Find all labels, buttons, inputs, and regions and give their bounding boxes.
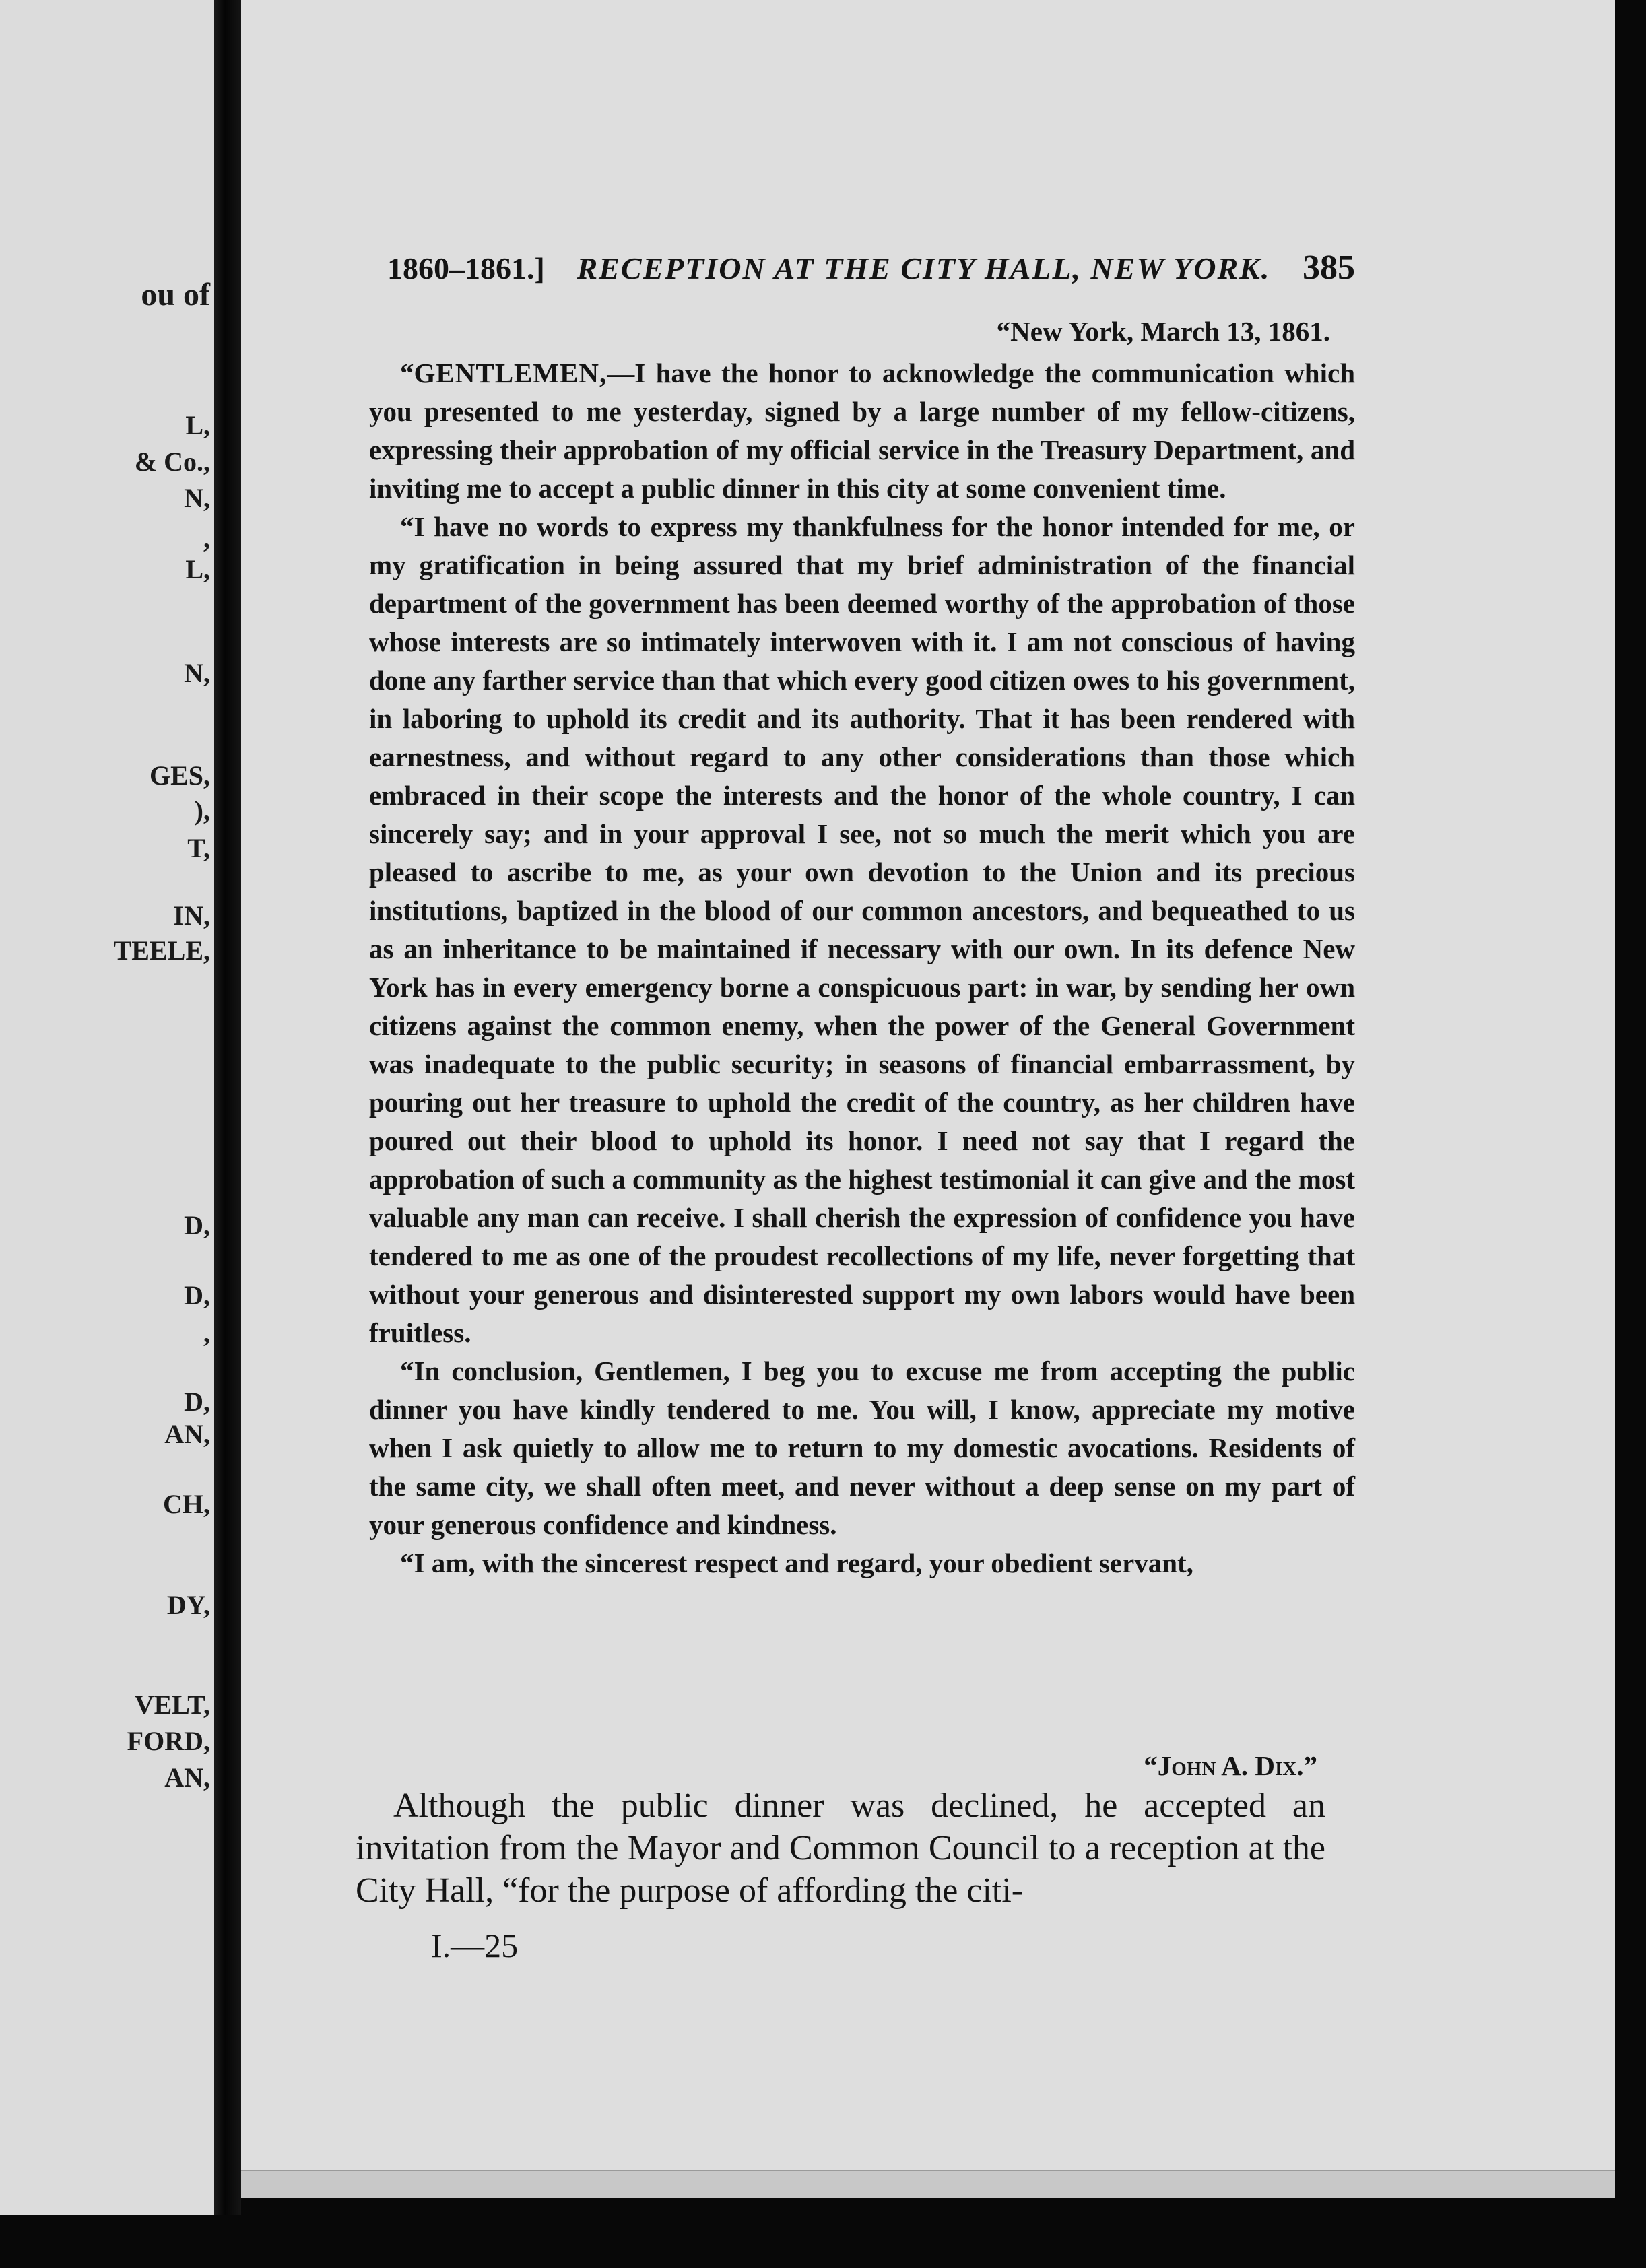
left-page-text-fragment: VELT,	[134, 1690, 210, 1720]
letter-dateline: “New York, March 13, 1861.	[996, 316, 1330, 347]
left-page-text-fragment: ,	[203, 1318, 210, 1348]
left-page-text-fragment: D,	[184, 1280, 210, 1310]
left-page-text-fragment: CH,	[163, 1489, 210, 1519]
running-head-title: RECEPTION AT THE CITY HALL, NEW YORK.	[577, 251, 1271, 286]
left-page-text-fragment: AN,	[164, 1419, 210, 1449]
left-page-text-fragment: ),	[194, 795, 210, 826]
letter-body	[369, 354, 1355, 1582]
page-number: 385	[1303, 248, 1355, 287]
narrative-text	[356, 1785, 1325, 1912]
left-page-text-fragment: & Co.,	[134, 446, 210, 477]
left-page-text-fragment: ou of	[141, 277, 210, 312]
signature-mark: I.—25	[431, 1927, 519, 1964]
letter-closing: “I am, with the sincerest respect and regard, your obedient servant,	[400, 1547, 1193, 1578]
letter-paragraph-2: “I have no words to express my thankfulness for the honor intended for me, or my gratification in being assured that my brief administration of the financial department of the government has been deemed worthy of the approbation of those whose interests are so intimately interwoven with it. I am not conscious of having done any farther service than that which every good citizen owes to his government, in laboring to uphold its credit and its authority. That it has been rendered with earnestness, and without regard to any other considerations than those which embraced in their scope the interests and the honor of the whole country, I can sincerely say; and in your approval I see, not so much the merit which you are pleased to ascribe to me, as your own devotion to the Union and its precious institutions, baptized in the blood of our common ancestors, and bequeathed to us as an inheritance to be maintained if necessary with our own. In its defence New York has in every emergency borne a conspicuous part: in war, by sending her own citizens against the common enemy, when the power of the General Government was inadequate to the public security; in seasons of financial embarrassment, by pouring out her treasure to uphold the credit of the country, as her children have poured out their blood to uphold its honor. I need not say that I regard the approbation of such a community as the highest testimonial it can give and the most valuable any man can receive. I shall cherish the expression of confidence you have tendered to me as one of the proudest recollections of my life, never forgetting that without your generous and disinterested support my own labors would have been fruitless.	[369, 511, 1355, 1348]
letter-salutation: GENTLEMEN,	[414, 358, 607, 389]
letter-paragraph-1: “GENTLEMEN,—I have the honor to acknowledge the communication which you presented to me yesterday, signed by a large number of my fellow-citizens, expressing their approbation of my official service in the Treasury Department, and inviting me to accept a public dinner in this city at some convenient time.	[369, 358, 1355, 504]
left-page-text-fragment: FORD,	[127, 1726, 210, 1756]
left-page-text-fragment: N,	[184, 658, 210, 688]
narrative-paragraph: Although the public dinner was declined, he accepted an invitation from the Mayor and Common Council to a reception at the City Hall, “for the purpose of affording the citi-	[356, 1787, 1325, 1910]
left-page-text-fragment: D,	[184, 1210, 210, 1240]
book-gutter	[214, 0, 241, 2215]
left-page-text-fragment: ,	[203, 523, 210, 554]
left-page-text-fragment: AN,	[164, 1762, 210, 1793]
running-head	[387, 248, 1355, 288]
left-page-text-fragment: DY,	[166, 1590, 210, 1620]
running-head-years: 1860–1861.]	[387, 251, 545, 286]
letter-paragraph-3: “In conclusion, Gentlemen, I beg you to excuse me from accepting the public dinner you have kindly tendered to me. You will, I know, appreciate my motive when I ask quietly to allow me to return to my domestic avocations. Residents of the same city, we shall often meet, and never without a deep sense on my part of your generous confidence and kindness.	[369, 1356, 1355, 1540]
left-page-text-fragment: TEELE,	[113, 935, 210, 966]
left-page-text-fragment: IN,	[173, 900, 210, 931]
left-page-text-fragment: D,	[184, 1387, 210, 1417]
left-page-text-fragment: GES,	[149, 760, 210, 791]
left-page-text-fragment: T,	[187, 833, 210, 863]
left-page-text-fragment: L,	[185, 410, 210, 440]
left-page-fragment	[0, 0, 214, 2215]
left-page-text-fragment: L,	[185, 554, 210, 585]
page-bottom-edge	[241, 2170, 1615, 2198]
left-page-text-fragment: N,	[184, 483, 210, 513]
letter-paragraph-1-text: —I have the honor to acknowledge the communication which you presented to me yesterday, signed by a large number of my fellow-citizens, expressing their approbation of my official service in the Treasury Department, and inviting me to accept a public dinner in this city at some convenient time.	[369, 358, 1355, 504]
letter-signature: “John A. Dix.”	[1144, 1750, 1317, 1781]
